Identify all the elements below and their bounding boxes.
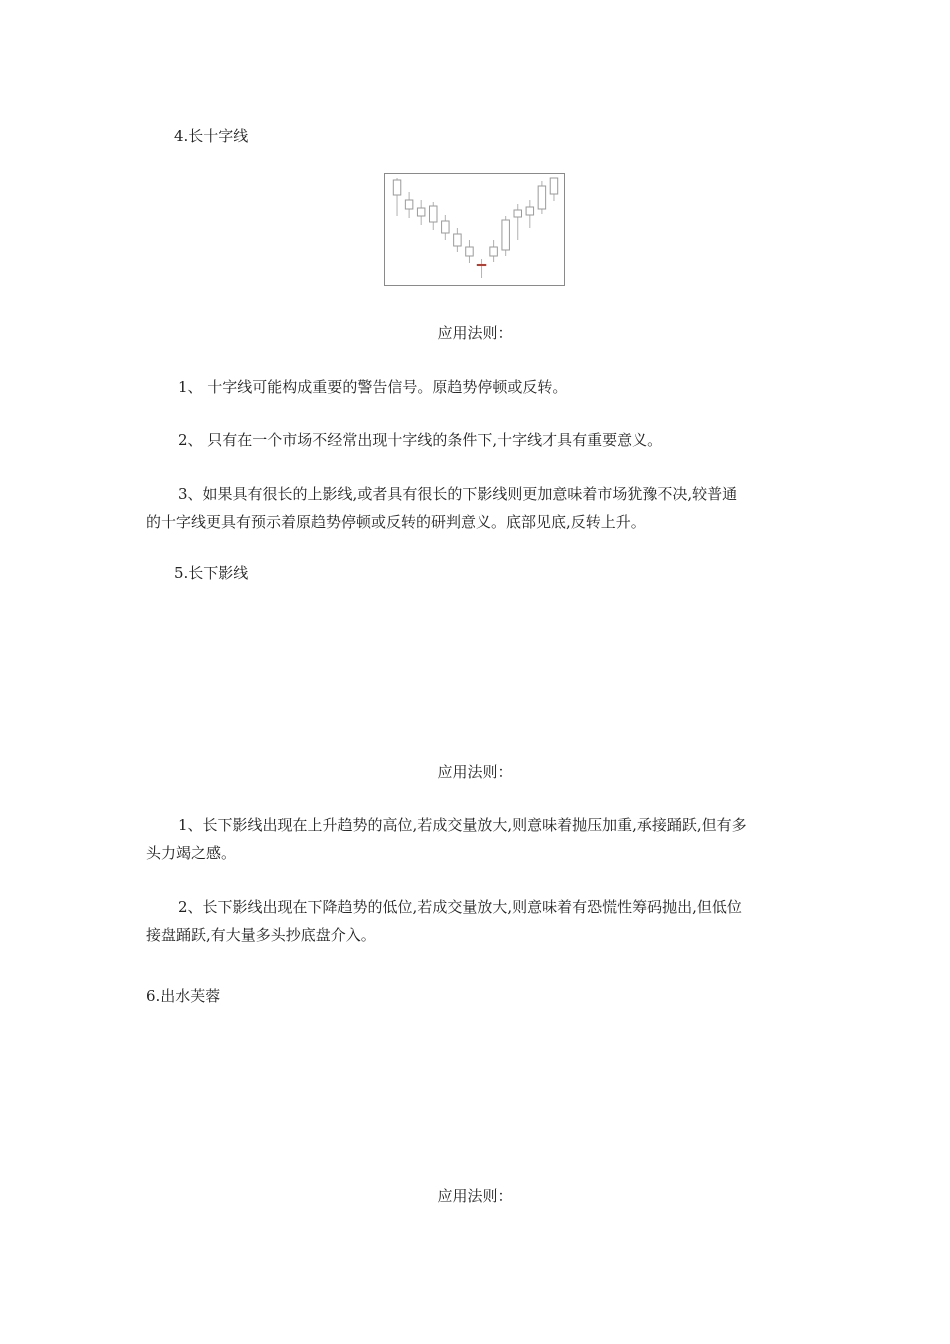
candlestick-chart-long-doji bbox=[384, 173, 565, 286]
section-5-rules-title: 应用法则： bbox=[437, 763, 513, 781]
section-4-rule-2: 2、 只有在一个市场不经常出现十字线的条件下,十字线才具有重要意义。 bbox=[178, 431, 663, 449]
candle-body bbox=[526, 207, 533, 215]
candlestick-chart-svg bbox=[385, 174, 566, 287]
section-5-rule-1-line-2: 头力竭之感。 bbox=[146, 844, 237, 862]
candle-body bbox=[393, 180, 400, 195]
section-4-rule-3-line-1: 3、如果具有很长的上影线,或者具有很长的下影线则更加意味着市场犹豫不决,较普通 bbox=[178, 485, 738, 503]
section-4-rule-1: 1、 十字线可能构成重要的警告信号。原趋势停顿或反转。 bbox=[178, 378, 568, 396]
section-4-rules-title: 应用法则： bbox=[437, 324, 513, 342]
section-6-heading: 6.出水芙蓉 bbox=[146, 987, 221, 1005]
section-6-rules-title: 应用法则： bbox=[437, 1187, 513, 1205]
candle-body bbox=[417, 208, 424, 216]
candle-body bbox=[490, 247, 497, 256]
candle-body bbox=[502, 220, 509, 250]
candle-body bbox=[454, 234, 461, 246]
candle-body bbox=[550, 178, 557, 194]
candle-body bbox=[442, 221, 449, 233]
candle-body bbox=[430, 206, 437, 222]
section-5-rule-1-line-1: 1、长下影线出现在上升趋势的高位,若成交量放大,则意味着抛压加重,承接踊跃,但有多 bbox=[178, 816, 747, 834]
candle-body bbox=[405, 200, 412, 209]
candle-body bbox=[538, 186, 545, 209]
section-5-rule-2-line-1: 2、长下影线出现在下降趋势的低位,若成交量放大,则意味着有恐慌性筹码抛出,但低位 bbox=[178, 898, 742, 916]
section-5-heading: 5.长下影线 bbox=[174, 564, 249, 582]
section-5-rule-2-line-2: 接盘踊跃,有大量多头抄底盘介入。 bbox=[146, 926, 376, 944]
section-4-rule-3-line-2: 的十字线更具有预示着原趋势停顿或反转的研判意义。底部见底,反转上升。 bbox=[146, 513, 646, 531]
candle-body bbox=[466, 247, 473, 256]
candle-body bbox=[514, 210, 521, 217]
section-4-heading: 4.长十字线 bbox=[174, 127, 249, 145]
